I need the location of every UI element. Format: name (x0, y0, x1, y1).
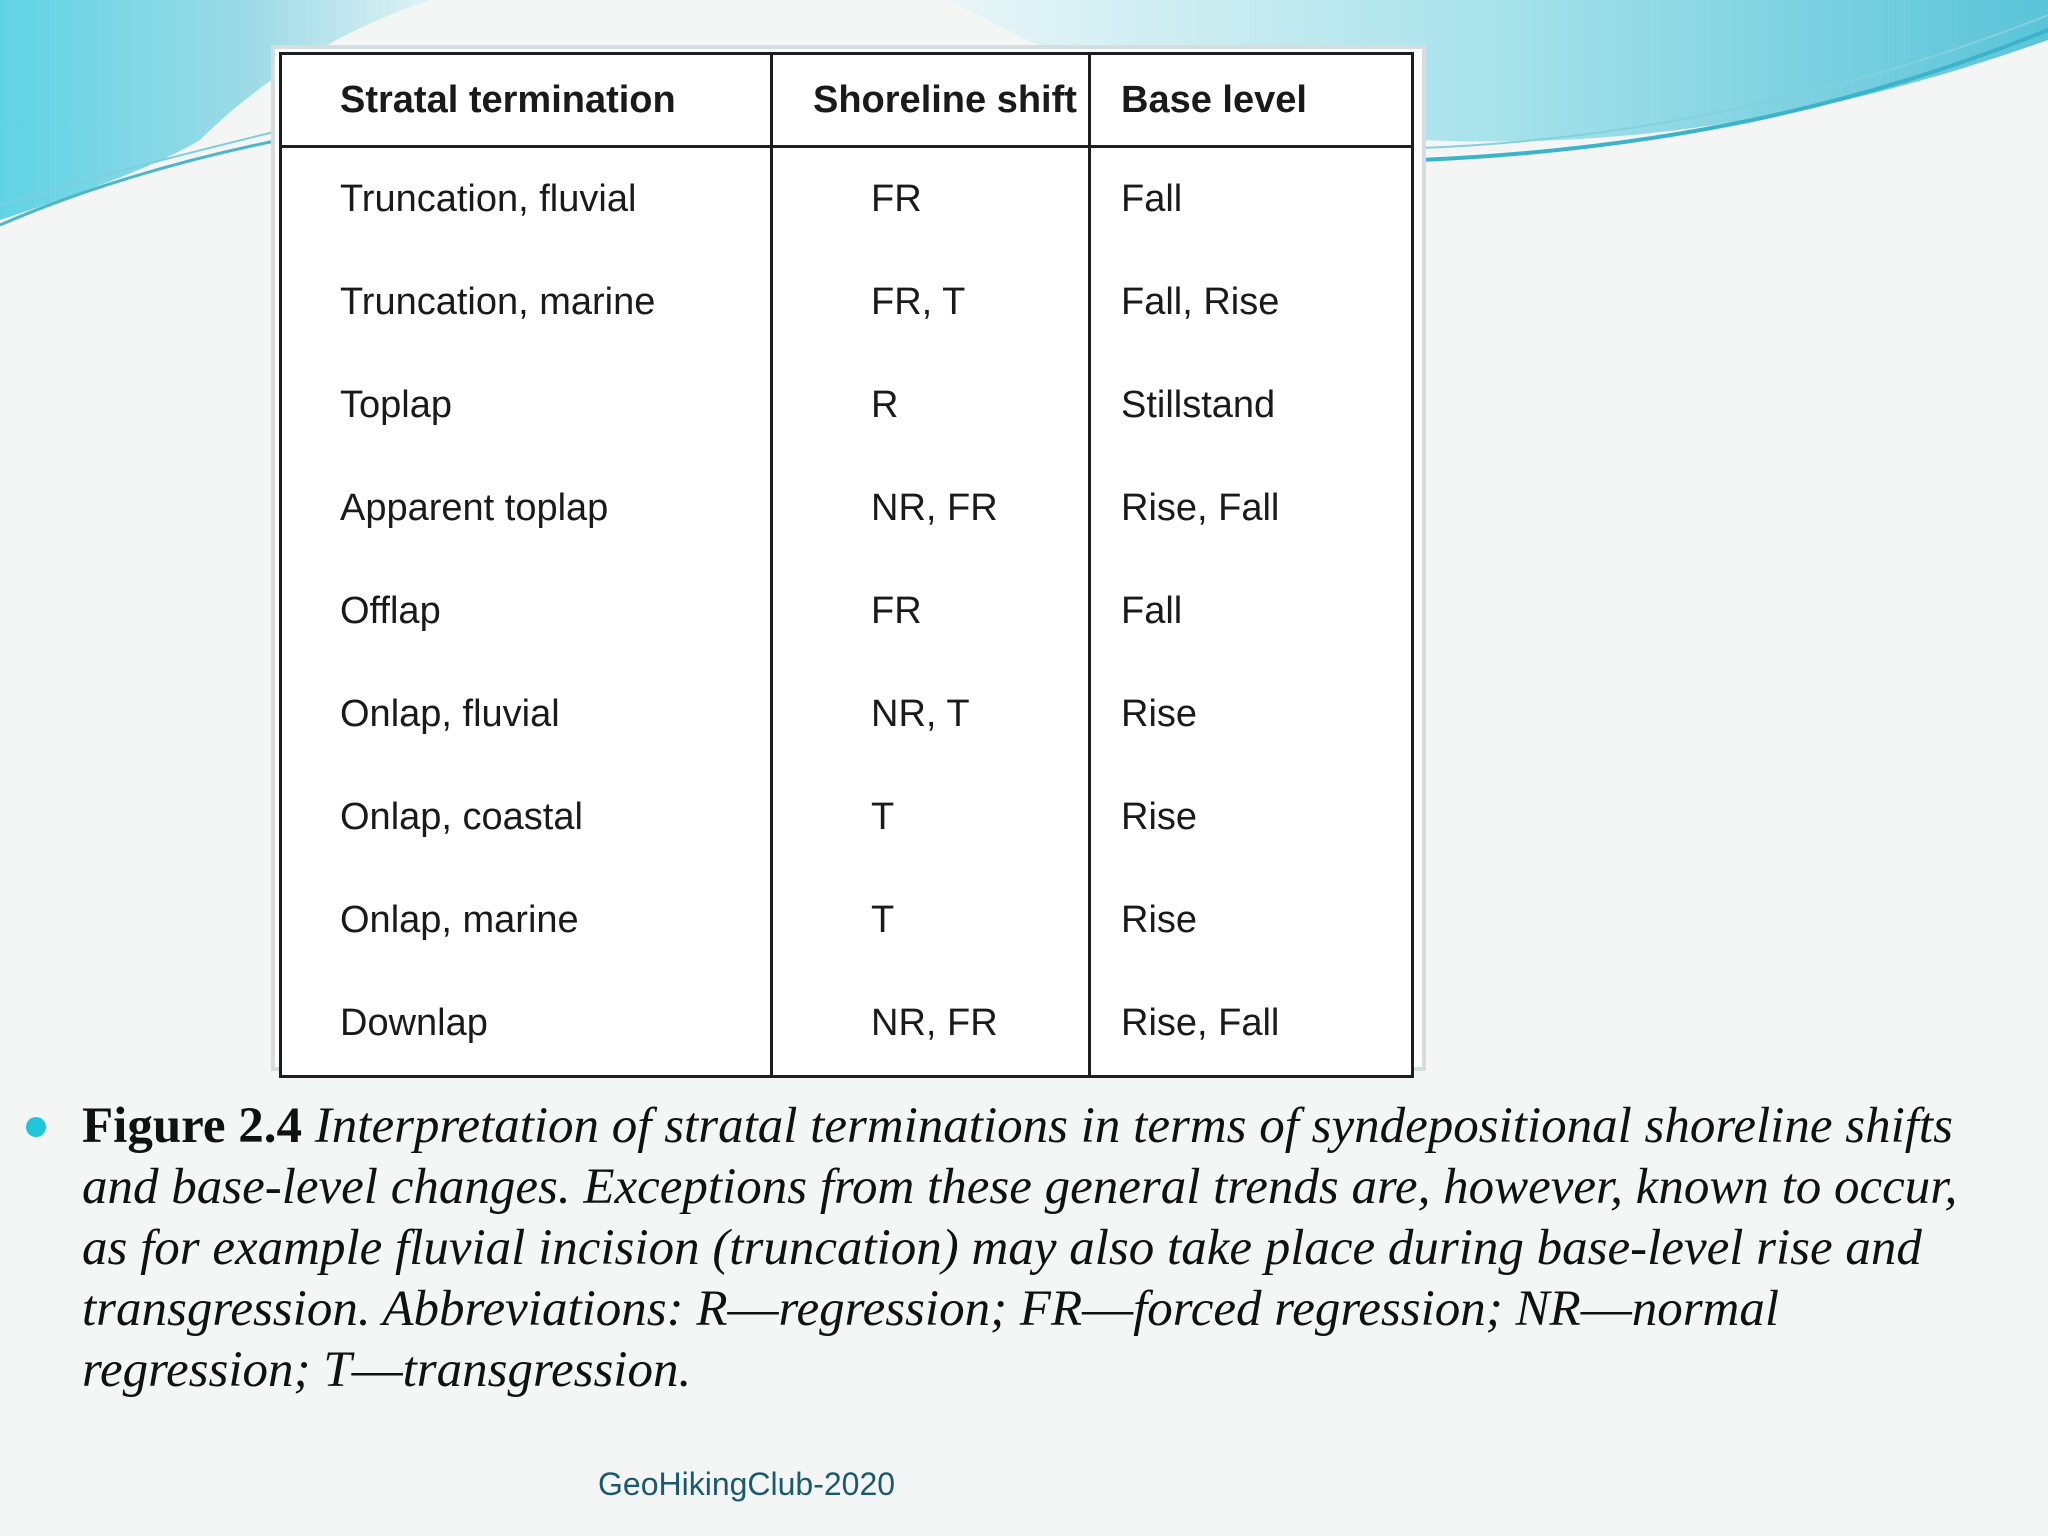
cell-shoreline-shift: NR, FR (772, 457, 1090, 560)
cell-base-level: Fall (1090, 560, 1413, 663)
cell-stratal-termination: Downlap (281, 972, 772, 1077)
cell-shoreline-shift: FR, T (772, 251, 1090, 354)
bullet-point-icon (26, 1117, 46, 1137)
cell-stratal-termination: Truncation, marine (281, 251, 772, 354)
cell-stratal-termination: Offlap (281, 560, 772, 663)
cell-shoreline-shift: NR, T (772, 663, 1090, 766)
figure-caption-text: Interpretation of stratal terminations in terms of syndepositional shoreline shifts and base-level changes. Exceptions from these general trends are, however, known to occur, as for example fluvial incision (truncation) may also take place during base-level rise and transgression. Abbreviations: R––regression; FR––forced regression; NR––normal regression; T––transgression. (82, 1098, 1958, 1398)
cell-stratal-termination: Toplap (281, 354, 772, 457)
cell-stratal-termination: Truncation, fluvial (281, 147, 772, 252)
cell-base-level: Fall, Rise (1090, 251, 1413, 354)
footer-credit: GeoHikingClub-2020 (598, 1466, 896, 1502)
table-row (281, 663, 1413, 766)
cell-base-level: Rise, Fall (1090, 457, 1413, 560)
table-row (281, 972, 1413, 1077)
table-row (281, 560, 1413, 663)
cell-base-level: Rise (1090, 766, 1413, 869)
table-row (281, 147, 1413, 252)
table-row (281, 251, 1413, 354)
cell-stratal-termination: Onlap, fluvial (281, 663, 772, 766)
cell-base-level: Rise, Fall (1090, 972, 1413, 1077)
stratal-termination-table (279, 52, 1414, 1078)
cell-shoreline-shift: T (772, 869, 1090, 972)
cell-stratal-termination: Onlap, marine (281, 869, 772, 972)
cell-stratal-termination: Apparent toplap (281, 457, 772, 560)
table-row (281, 869, 1413, 972)
table-row (281, 766, 1413, 869)
cell-base-level: Fall (1090, 147, 1413, 252)
table-row (281, 354, 1413, 457)
figure-caption (82, 1096, 2002, 1401)
cell-stratal-termination: Onlap, coastal (281, 766, 772, 869)
cell-base-level: Rise (1090, 869, 1413, 972)
cell-base-level: Stillstand (1090, 354, 1413, 457)
cell-shoreline-shift: T (772, 766, 1090, 869)
cell-shoreline-shift: FR (772, 560, 1090, 663)
cell-base-level: Rise (1090, 663, 1413, 766)
cell-shoreline-shift: NR, FR (772, 972, 1090, 1077)
header-shoreline-shift: Shoreline shift (772, 54, 1090, 147)
table-row (281, 457, 1413, 560)
cell-shoreline-shift: FR (772, 147, 1090, 252)
header-base-level: Base level (1090, 54, 1413, 147)
header-stratal-termination: Stratal termination (281, 54, 772, 147)
figure-label: Figure 2.4 (82, 1098, 303, 1154)
table-header-row (281, 54, 1413, 147)
cell-shoreline-shift: R (772, 354, 1090, 457)
